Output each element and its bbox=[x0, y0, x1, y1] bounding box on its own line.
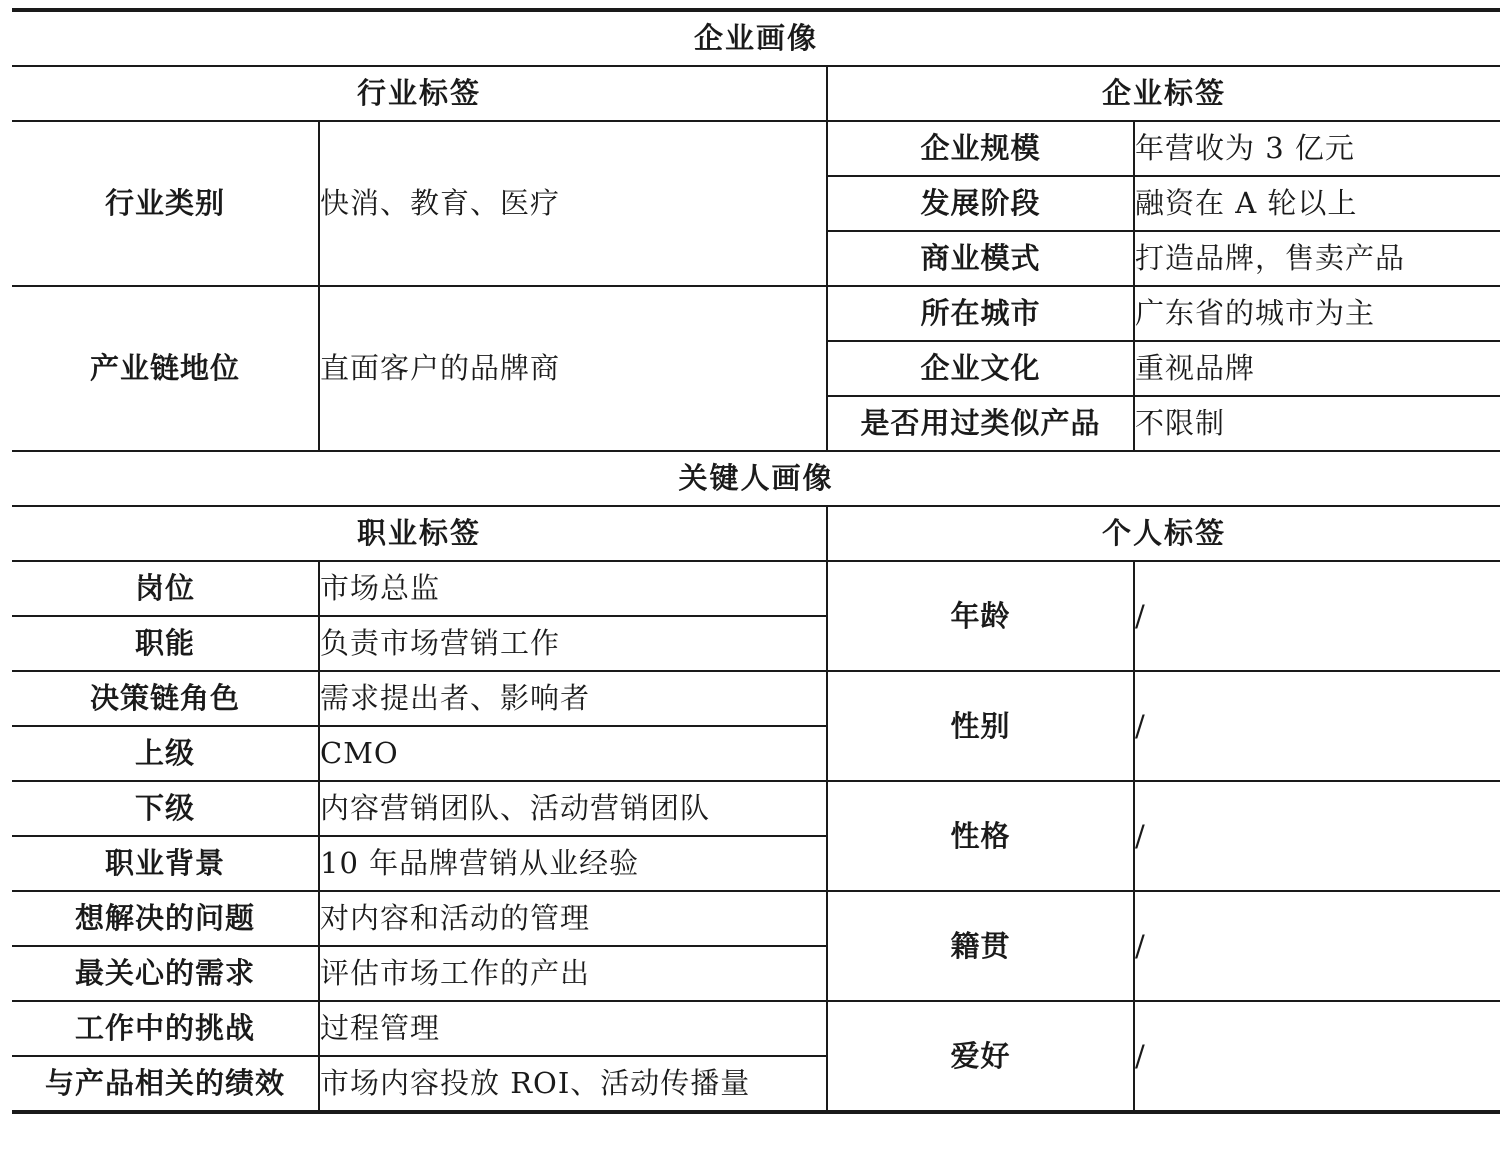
table-row bbox=[12, 286, 1500, 341]
career-value: 评估市场工作的产出 bbox=[319, 946, 827, 1001]
career-value: 内容营销团队、活动营销团队 bbox=[319, 781, 827, 836]
keyperson-title: 关键人画像 bbox=[12, 451, 1500, 506]
career-label: 职业背景 bbox=[12, 836, 319, 891]
company-value: 年营收为 3 亿元 bbox=[1134, 121, 1500, 176]
enterprise-subheader-row bbox=[12, 66, 1500, 121]
keyperson-title-row bbox=[12, 451, 1500, 506]
industry-label: 产业链地位 bbox=[12, 286, 319, 451]
enterprise-title-row bbox=[12, 10, 1500, 66]
company-value: 打造品牌，售卖产品 bbox=[1134, 231, 1500, 286]
personal-label: 年龄 bbox=[827, 561, 1134, 671]
personal-label: 性别 bbox=[827, 671, 1134, 781]
personal-value: / bbox=[1134, 671, 1500, 781]
company-label: 是否用过类似产品 bbox=[827, 396, 1134, 451]
career-label: 决策链角色 bbox=[12, 671, 319, 726]
career-tag-header: 职业标签 bbox=[12, 506, 827, 561]
company-value: 重视品牌 bbox=[1134, 341, 1500, 396]
company-value: 不限制 bbox=[1134, 396, 1500, 451]
company-label: 商业模式 bbox=[827, 231, 1134, 286]
company-label: 企业文化 bbox=[827, 341, 1134, 396]
career-value: 市场总监 bbox=[319, 561, 827, 616]
personal-tag-header: 个人标签 bbox=[827, 506, 1500, 561]
enterprise-title: 企业画像 bbox=[12, 10, 1500, 66]
table-row bbox=[12, 891, 1500, 946]
career-value: 10 年品牌营销从业经验 bbox=[319, 836, 827, 891]
personal-value: / bbox=[1134, 561, 1500, 671]
career-label: 岗位 bbox=[12, 561, 319, 616]
company-value: 广东省的城市为主 bbox=[1134, 286, 1500, 341]
career-value: 需求提出者、影响者 bbox=[319, 671, 827, 726]
company-tag-header: 企业标签 bbox=[827, 66, 1500, 121]
career-label: 工作中的挑战 bbox=[12, 1001, 319, 1056]
career-label: 最关心的需求 bbox=[12, 946, 319, 1001]
personal-label: 籍贯 bbox=[827, 891, 1134, 1001]
company-label: 发展阶段 bbox=[827, 176, 1134, 231]
persona-table bbox=[12, 8, 1500, 1114]
personal-label: 爱好 bbox=[827, 1001, 1134, 1112]
company-value: 融资在 A 轮以上 bbox=[1134, 176, 1500, 231]
company-label: 所在城市 bbox=[827, 286, 1134, 341]
company-label: 企业规模 bbox=[827, 121, 1134, 176]
career-value: 对内容和活动的管理 bbox=[319, 891, 827, 946]
table-row bbox=[12, 781, 1500, 836]
career-value: CMO bbox=[319, 726, 827, 781]
industry-label: 行业类别 bbox=[12, 121, 319, 286]
table-row bbox=[12, 121, 1500, 176]
table-row bbox=[12, 1001, 1500, 1056]
career-label: 职能 bbox=[12, 616, 319, 671]
table-row bbox=[12, 561, 1500, 616]
career-label: 想解决的问题 bbox=[12, 891, 319, 946]
industry-tag-header: 行业标签 bbox=[12, 66, 827, 121]
industry-value: 快消、教育、医疗 bbox=[319, 121, 827, 286]
personal-label: 性格 bbox=[827, 781, 1134, 891]
personal-value: / bbox=[1134, 891, 1500, 1001]
keyperson-subheader-row bbox=[12, 506, 1500, 561]
career-value: 负责市场营销工作 bbox=[319, 616, 827, 671]
career-value: 市场内容投放 ROI、活动传播量 bbox=[319, 1056, 827, 1112]
personal-value: / bbox=[1134, 781, 1500, 891]
career-label: 上级 bbox=[12, 726, 319, 781]
personal-value: / bbox=[1134, 1001, 1500, 1112]
career-label: 下级 bbox=[12, 781, 319, 836]
career-label: 与产品相关的绩效 bbox=[12, 1056, 319, 1112]
career-value: 过程管理 bbox=[319, 1001, 827, 1056]
industry-value: 直面客户的品牌商 bbox=[319, 286, 827, 451]
table-row bbox=[12, 671, 1500, 726]
